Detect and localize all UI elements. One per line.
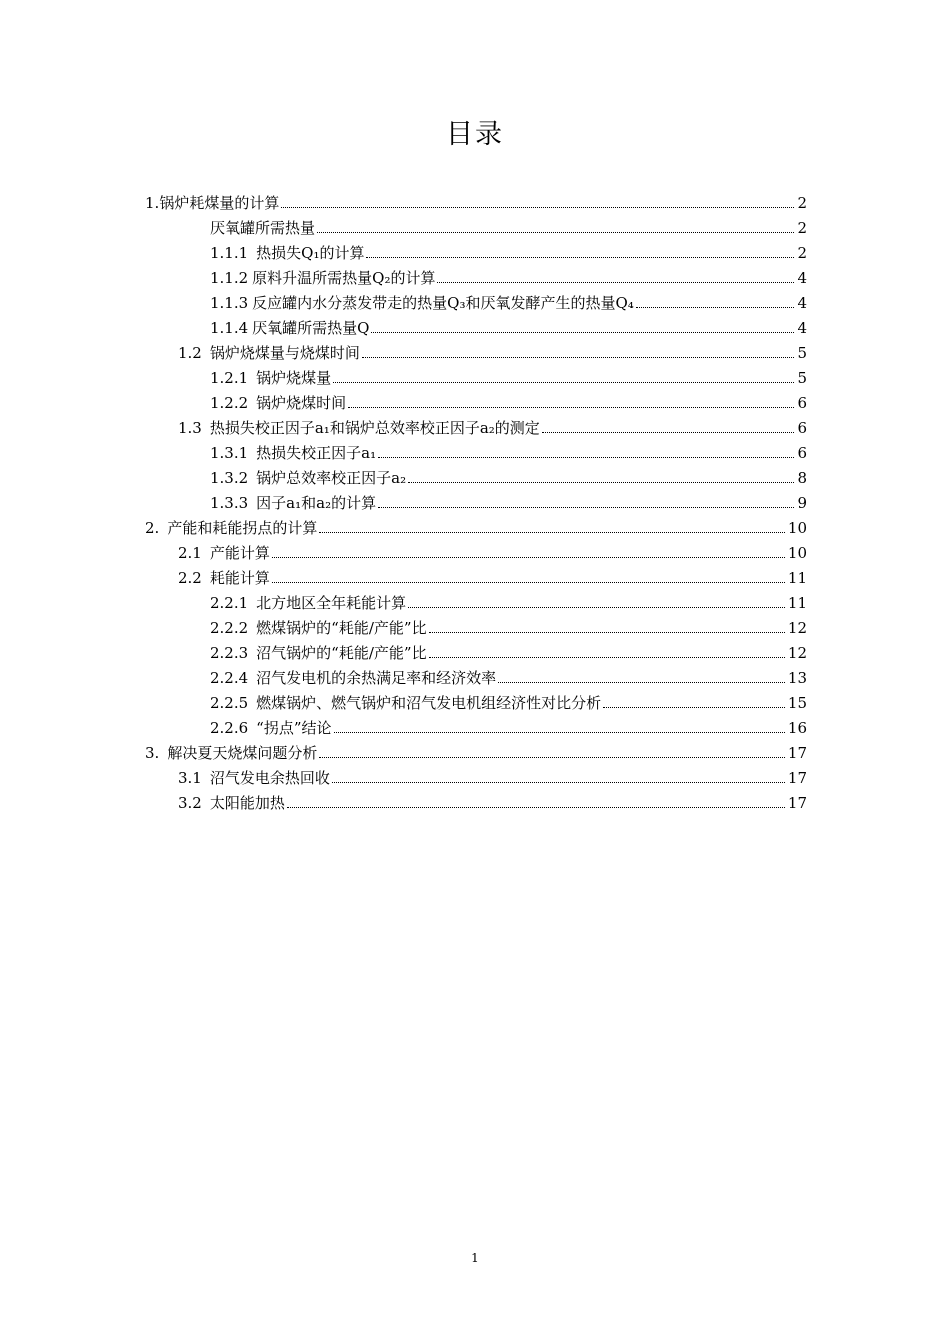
toc-entry[interactable] (210, 492, 807, 514)
toc-entry-number: 1.3.1 (210, 444, 249, 462)
toc-entry-number: 1.3.2 (210, 469, 249, 487)
toc-entry-page: 15 (787, 694, 807, 712)
toc-entry[interactable] (145, 192, 807, 214)
toc-entry-number: 1.1.2 (210, 269, 249, 287)
toc-entry-title: 因子a₁和a₂的计算 (256, 494, 377, 512)
toc-entry-title: 产能计算 (209, 544, 270, 562)
toc-leader-dots (408, 607, 785, 608)
toc-entry[interactable] (210, 642, 807, 664)
toc-entry-number: 2.2.4 (210, 669, 249, 687)
toc-leader-dots (498, 682, 785, 683)
toc-leader-dots (603, 707, 785, 708)
toc-entry-title: 沼气锅炉的“耗能/产能”比 (256, 644, 427, 662)
toc-entry-title: 反应罐内水分蒸发带走的热量Q₃和厌氧发酵产生的热量Q₄ (252, 294, 634, 312)
page-number: 1 (471, 1251, 479, 1265)
toc-entry-number: 1.2.1 (210, 369, 249, 387)
toc-entry-page: 4 (797, 319, 807, 337)
toc-entry-number: 3.2 (178, 794, 202, 812)
toc-entry[interactable] (178, 792, 807, 814)
toc-entry-number: 1.2.2 (210, 394, 249, 412)
toc-entry-page: 10 (787, 519, 807, 537)
toc-entry-page: 5 (797, 369, 807, 387)
toc-entry-page: 6 (797, 444, 807, 462)
toc-leader-dots (429, 632, 785, 633)
toc-entry-title: 热损失校正因子a₁和锅炉总效率校正因子a₂的测定 (209, 419, 540, 437)
toc-entry[interactable] (210, 292, 807, 314)
toc-entry-title: 产能和耗能拐点的计算 (167, 519, 318, 537)
toc-entry-page: 8 (797, 469, 807, 487)
toc-entry-number: 1. (145, 194, 160, 212)
toc-entry-page: 4 (797, 269, 807, 287)
toc-entry-page: 2 (797, 194, 807, 212)
toc-entry[interactable] (210, 442, 807, 464)
toc-entry-page: 2 (797, 219, 807, 237)
toc-entry-number: 3. (145, 744, 160, 762)
toc-entry-title: 锅炉烧煤量 (256, 369, 332, 387)
toc-entry-page: 9 (797, 494, 807, 512)
toc-entry-page: 5 (797, 344, 807, 362)
toc-entry[interactable] (210, 217, 807, 239)
toc-entry[interactable] (210, 667, 807, 689)
toc-leader-dots (378, 457, 794, 458)
toc-leader-dots (636, 307, 795, 308)
toc-entry-page: 2 (797, 244, 807, 262)
toc-leader-dots (287, 807, 785, 808)
toc-entry[interactable] (145, 742, 807, 764)
toc-entry-page: 17 (787, 769, 807, 787)
toc-entry-page: 4 (797, 294, 807, 312)
toc-leader-dots (348, 407, 794, 408)
toc-entry-page: 11 (787, 569, 807, 587)
toc-entry-number: 2.2.2 (210, 619, 249, 637)
toc-entry-title: 解决夏天烧煤问题分析 (167, 744, 318, 762)
toc-entry-title: 北方地区全年耗能计算 (256, 594, 407, 612)
toc-entry[interactable] (178, 567, 807, 589)
toc-entry-title: 原料升温所需热量Q₂的计算 (252, 269, 436, 287)
toc-entry[interactable] (178, 767, 807, 789)
toc-leader-dots (319, 532, 785, 533)
toc-entry-number: 1.1.1 (210, 244, 249, 262)
toc-entry-title: 锅炉烧煤量与烧煤时间 (209, 344, 360, 362)
toc-entry-title: 沼气发电机的余热满足率和经济效率 (256, 669, 497, 687)
toc-leader-dots (371, 332, 794, 333)
toc-entry-number: 1.3.3 (210, 494, 249, 512)
toc-entry[interactable] (210, 692, 807, 714)
toc-entry-page: 10 (787, 544, 807, 562)
toc-entry-number: 2.1 (178, 544, 202, 562)
toc-entry-number: 1.1.3 (210, 294, 249, 312)
toc-entry-number: 1.3 (178, 419, 202, 437)
toc-leader-dots (378, 507, 794, 508)
toc-leader-dots (272, 582, 785, 583)
toc-leader-dots (437, 282, 794, 283)
toc-entry-title: 燃煤锅炉的“耗能/产能”比 (256, 619, 427, 637)
toc-entry-title: 太阳能加热 (209, 794, 285, 812)
toc-entry-title: 耗能计算 (209, 569, 270, 587)
toc-entry-number: 2.2.6 (210, 719, 249, 737)
toc-entry-number: 2. (145, 519, 160, 537)
toc-entry[interactable] (210, 317, 807, 339)
toc-entry-title: 锅炉烧煤时间 (256, 394, 347, 412)
toc-entry-number: 2.2.1 (210, 594, 249, 612)
toc-leader-dots (542, 432, 795, 433)
toc-entry-number: 3.1 (178, 769, 202, 787)
toc-entry-number: 1.1.4 (210, 319, 249, 337)
toc-entry-title: “拐点”结论 (256, 719, 332, 737)
toc-leader-dots (366, 257, 794, 258)
toc-entry-number: 2.2.3 (210, 644, 249, 662)
toc-entry[interactable] (210, 592, 807, 614)
toc-entry[interactable] (210, 617, 807, 639)
toc-entry-title: 厌氧罐所需热量Q (252, 319, 370, 337)
toc-entry-number: 1.2 (178, 344, 202, 362)
toc-entry[interactable] (210, 392, 807, 414)
toc-entry[interactable] (210, 242, 807, 264)
toc-entry-page: 12 (787, 644, 807, 662)
toc-entry[interactable] (210, 717, 807, 739)
toc-leader-dots (333, 382, 794, 383)
toc-entry-title: 热损失校正因子a₁ (256, 444, 377, 462)
toc-entry[interactable] (210, 467, 807, 489)
toc-leader-dots (332, 782, 785, 783)
toc-entry-page: 13 (787, 669, 807, 687)
toc-entry-title: 沼气发电余热回收 (209, 769, 330, 787)
toc-entry-number: 2.2 (178, 569, 202, 587)
toc-entry[interactable] (178, 542, 807, 564)
toc-entry-title: 燃煤锅炉、燃气锅炉和沼气发电机组经济性对比分析 (256, 694, 602, 712)
toc-entry-page: 6 (797, 394, 807, 412)
toc-leader-dots (281, 207, 794, 208)
toc-entry[interactable] (210, 267, 807, 289)
toc-leader-dots (408, 482, 794, 483)
toc-entry-title: 热损失Q₁的计算 (256, 244, 365, 262)
toc-entry[interactable] (210, 367, 807, 389)
toc-leader-dots (429, 657, 785, 658)
toc-entry-page: 17 (787, 744, 807, 762)
toc-entry-page: 11 (787, 594, 807, 612)
toc-entry-page: 6 (797, 419, 807, 437)
toc-entry-title: 锅炉耗煤量的计算 (159, 194, 280, 212)
page-title: 目录 (446, 119, 504, 150)
toc-entry[interactable] (145, 517, 807, 539)
toc-entry-title: 锅炉总效率校正因子a₂ (256, 469, 407, 487)
toc-leader-dots (319, 757, 785, 758)
toc-leader-dots (362, 357, 795, 358)
toc-entry[interactable] (178, 417, 807, 439)
toc-leader-dots (317, 232, 794, 233)
toc-entry-page: 17 (787, 794, 807, 812)
toc-leader-dots (272, 557, 785, 558)
toc-entry[interactable] (178, 342, 807, 364)
toc-entry-page: 12 (787, 619, 807, 637)
toc-entry-title: 厌氧罐所需热量 (210, 219, 316, 237)
toc-entry-number: 2.2.5 (210, 694, 249, 712)
toc-entry-page: 16 (787, 719, 807, 737)
toc-leader-dots (334, 732, 785, 733)
